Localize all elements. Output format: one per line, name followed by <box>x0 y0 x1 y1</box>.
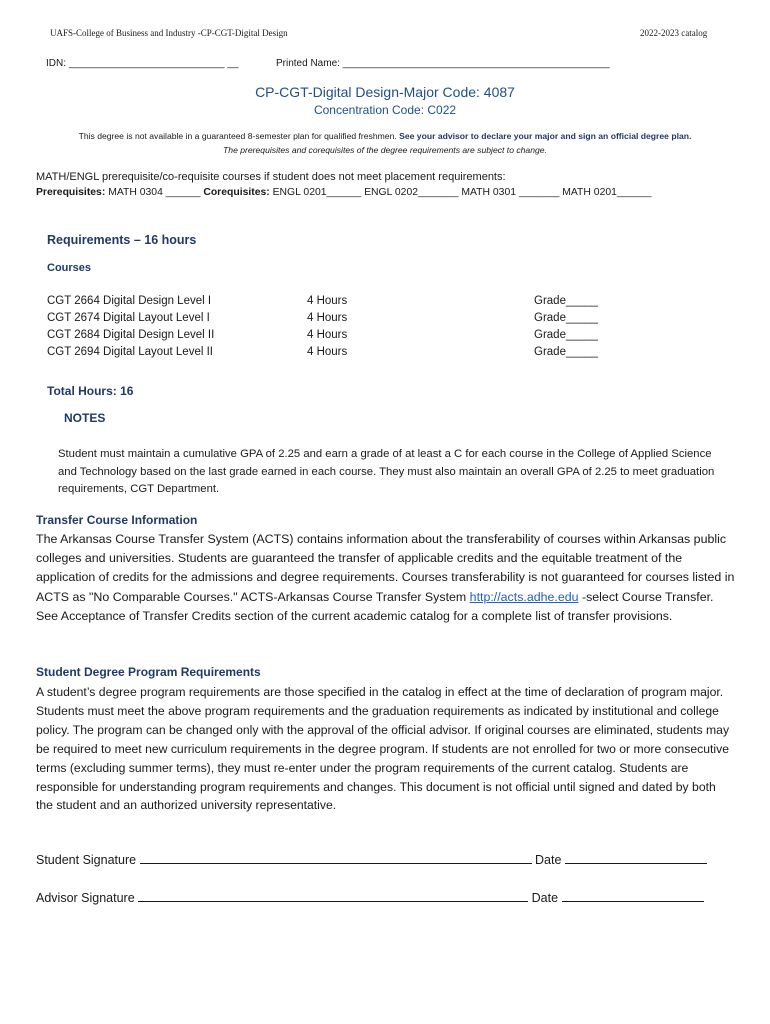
prereq-label: Prerequisites: <box>36 187 106 198</box>
total-hours: Total Hours: 16 <box>47 384 134 398</box>
header-right: 2022-2023 catalog <box>640 28 708 38</box>
printed-name-label: Printed Name: <box>276 58 343 69</box>
degree-req-text: A student’s degree program requirements are those specified in the catalog in effect at the time of declaration of program major. Students must meet the above program requirements and the graduation requirements as indicated by institutional and college policy. The program can be changed only with the approval of the official advisor. If original courses are eliminated, students may be required to meet new curriculum requirements in the degree program. If students are not enrolled for two or more consecutive terms (excluding summer terms), they must re-enter under the program requirements of the current catalog. Students are responsible for understanding program requirements and changes. This document is not official until signed and dated by both the student and an authorized university representative. <box>36 685 730 813</box>
course-name: CGT 2664 Digital Design Level I <box>47 295 212 307</box>
header-left: UAFS-College of Business and Industry -CP-CGT-Digital Design <box>50 28 288 38</box>
courses-heading: Courses <box>47 262 92 274</box>
requirements-heading: Requirements – 16 hours <box>47 233 197 247</box>
student-signature-line[interactable] <box>36 853 707 867</box>
advisor-signature-blank[interactable] <box>138 901 528 902</box>
degree-notice-bold: See your advisor to declare your major and sign an official degree plan. <box>399 131 692 141</box>
coreq-label: Corequisites: <box>203 187 270 198</box>
course-name: CGT 2674 Digital Layout Level I <box>47 312 210 324</box>
advisor-date-blank[interactable] <box>562 901 704 902</box>
course-hours: 4 Hours <box>307 329 348 341</box>
student-signature-blank[interactable] <box>140 863 532 864</box>
advisor-signature-label: Advisor Signature <box>36 891 139 905</box>
idn-field[interactable] <box>46 58 238 69</box>
course-grade[interactable]: Grade_____ <box>534 312 598 324</box>
degree-notice <box>0 131 770 141</box>
transfer-text-before: The Arkansas Course Transfer System (ACTS) contains information about the transferability of courses within Arkansas public colleges and universities. Students are guaranteed the transfer of applicable credits and the equitable treatment of the application of credits for the admissions and degree requirements. Courses transferability is not guaranteed for courses listed in ACTS as "No Comparable Courses." ACTS-Arkansas Course Transfer System <box>36 532 735 604</box>
idn-blank: ____________________________ __ <box>68 58 239 69</box>
course-hours: 4 Hours <box>307 312 348 324</box>
prereq-intro: MATH/ENGL prerequisite/co-requisite courses if student does not meet placement requirements: <box>36 171 506 183</box>
course-name: CGT 2694 Digital Layout Level II <box>47 346 213 358</box>
course-grade[interactable]: Grade_____ <box>534 329 598 341</box>
prereq-change-notice: The prerequisites and corequisites of the degree requirements are subject to change. <box>223 145 547 155</box>
idn-label: IDN: <box>46 58 69 69</box>
student-date-label: Date <box>531 853 565 867</box>
prereq-line <box>36 187 652 198</box>
course-name: CGT 2684 Digital Design Level II <box>47 329 215 341</box>
course-grade[interactable]: Grade_____ <box>534 346 598 358</box>
prereq-text: MATH 0304 ______ <box>105 187 204 198</box>
advisor-signature-line[interactable] <box>36 891 704 905</box>
transfer-text <box>36 530 736 626</box>
degree-req-heading: Student Degree Program Requirements <box>36 665 261 679</box>
coreq-text: ENGL 0201______ ENGL 0202_______ MATH 0301 _______ MATH 0201______ <box>269 187 652 198</box>
transfer-heading: Transfer Course Information <box>36 513 198 527</box>
degree-notice-plain: This degree is not available in a guaranteed 8-semester plan for qualified freshmen. <box>78 131 400 141</box>
notes-heading: NOTES <box>64 411 106 425</box>
acts-link[interactable]: http://acts.adhe.edu <box>469 589 579 604</box>
student-signature-label: Student Signature <box>36 853 140 867</box>
printed-name-blank: ________________________________________________ <box>342 58 610 69</box>
course-grade[interactable]: Grade_____ <box>534 295 598 307</box>
course-hours: 4 Hours <box>307 295 348 307</box>
page-title: CP-CGT-Digital Design-Major Code: 4087 <box>255 84 515 100</box>
notes-text: Student must maintain a cumulative GPA of 2.25 and earn a grade of at least a C for each course in the College of Applied Science and Technology based on the last grade earned in each course. They must also maintain an overall GPA of 2.25 to meet graduation requirements, CGT Department. <box>58 448 715 496</box>
printed-name-field[interactable] <box>276 58 610 69</box>
student-date-blank[interactable] <box>565 863 707 864</box>
course-hours: 4 Hours <box>307 346 348 358</box>
advisor-date-label: Date <box>528 891 562 905</box>
concentration-code: Concentration Code: C022 <box>313 103 457 117</box>
transfer-text-after: -select Course Transfer. See Acceptance of Transfer Credits section of the current academic catalog for a complete list of transfer provisions. <box>36 589 714 623</box>
